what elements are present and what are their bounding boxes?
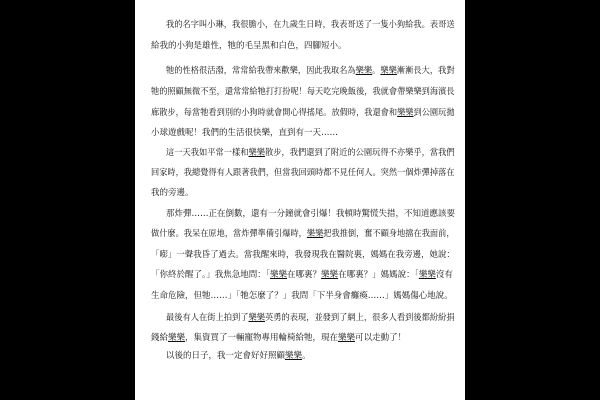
text-run: 沒有 (435, 270, 453, 280)
text-run: 牠的性格很活潑，常常給我帶來歡樂，因此我取名為 (166, 66, 356, 76)
document-page (135, 0, 465, 400)
text-run: 「你終於醒了。」我焦急地問：「 (151, 270, 271, 280)
text-run: 把我推倒，奮不顧身地擋在我面前， (323, 229, 455, 239)
text-line (166, 20, 455, 30)
text-run: 在哪裏？」媽媽說：「 (338, 270, 419, 280)
text-run: 小球遊戲呢！我們的生活很快樂，直到有一天…… (151, 128, 339, 138)
name-underlined: 樂樂 (285, 351, 303, 361)
name-underlined: 樂樂 (306, 229, 324, 239)
text-line (151, 270, 453, 280)
text-line (166, 66, 455, 76)
text-run: 英勇的表現，並發到了網上，很多人看到後都紛紛捐 (264, 313, 455, 323)
text-run: 我的旁邊。 (151, 188, 194, 198)
text-line (166, 209, 455, 219)
text-run: 我的名字叫小琳，我很膽小，在九歲生日時，我表哥送了一隻小狗給我。表哥送 (166, 20, 455, 30)
name-underlined: 樂樂 (248, 313, 265, 323)
text-line (166, 148, 455, 158)
text-line (151, 250, 455, 260)
name-underlined: 樂樂 (418, 270, 436, 280)
text-run: 最後有人在街上拍到了 (166, 313, 249, 323)
name-underlined: 樂樂 (168, 333, 186, 343)
text-run: 錢給 (151, 333, 169, 343)
text-line (151, 168, 455, 178)
text-line (151, 291, 453, 301)
text-line (151, 41, 347, 51)
text-run: 這一天我如平常一樣和 (166, 148, 249, 158)
name-underlined: 樂樂 (248, 148, 265, 158)
name-underlined: 樂樂 (338, 333, 356, 343)
text-run: 。 (372, 66, 381, 76)
text-run: 可以走動了！ (355, 333, 407, 343)
text-line (166, 351, 311, 361)
text-run: 在哪裏？ (287, 270, 322, 280)
text-run: 。 (302, 351, 311, 361)
text-line (151, 333, 406, 343)
text-line (151, 229, 455, 239)
text-run: 那炸彈……正在倒數，還有一分鐘就會引爆！我頓時驚慌失措，不知道應該要 (166, 209, 456, 219)
text-line (151, 188, 194, 198)
text-run: 廊散步，每當牠看到別的小狗時就會開心得搖尾。放假時，我還會和 (151, 108, 398, 118)
text-run: 到公園玩拋 (413, 108, 455, 118)
text-line (151, 128, 338, 138)
text-run: 生命危險，但牠……」「牠怎麼了？」我問「下半身會癱瘓……」媽媽傷心地說。 (151, 291, 453, 301)
text-run: 「嘭」一聲我昏了過去。當我醒來時，我發現我在醫院裏，媽媽在我旁邊，她說： (151, 250, 455, 260)
text-run: 回家時，我總覺得有人跟著我們，但當我回頭時都不見任何人。突然一個炸彈掉落在 (151, 168, 455, 178)
text-run: 漸漸長大，我對 (396, 66, 455, 76)
text-run: 給我的小狗是雄性，牠的毛呈黑和白色，四腳短小。 (151, 41, 347, 51)
text-run: 做什麼。我呆在原地，當炸彈準備引爆時， (151, 229, 307, 239)
text-run: 以後的日子，我一定會好好照顧 (166, 351, 286, 361)
text-run: 牠的照顧無微不至，還常常給牠打打扮呢！每天吃完晚飯後，我就會帶樂樂到海濱長 (151, 87, 455, 97)
text-line (166, 313, 455, 323)
text-line (151, 87, 455, 97)
text-run: 散步，我們還到了附近的公園玩得不亦樂乎，當我們 (264, 148, 455, 158)
name-underlined: 樂樂 (355, 66, 373, 76)
name-underlined: 樂樂 (270, 270, 288, 280)
name-underlined: 樂樂 (380, 66, 397, 76)
name-underlined: 樂樂 (397, 108, 414, 118)
text-line (151, 108, 455, 118)
text-run: ，集資買了一輛寵物專用輪椅給牠，現在 (185, 333, 339, 343)
name-underlined: 樂樂 (321, 270, 339, 280)
